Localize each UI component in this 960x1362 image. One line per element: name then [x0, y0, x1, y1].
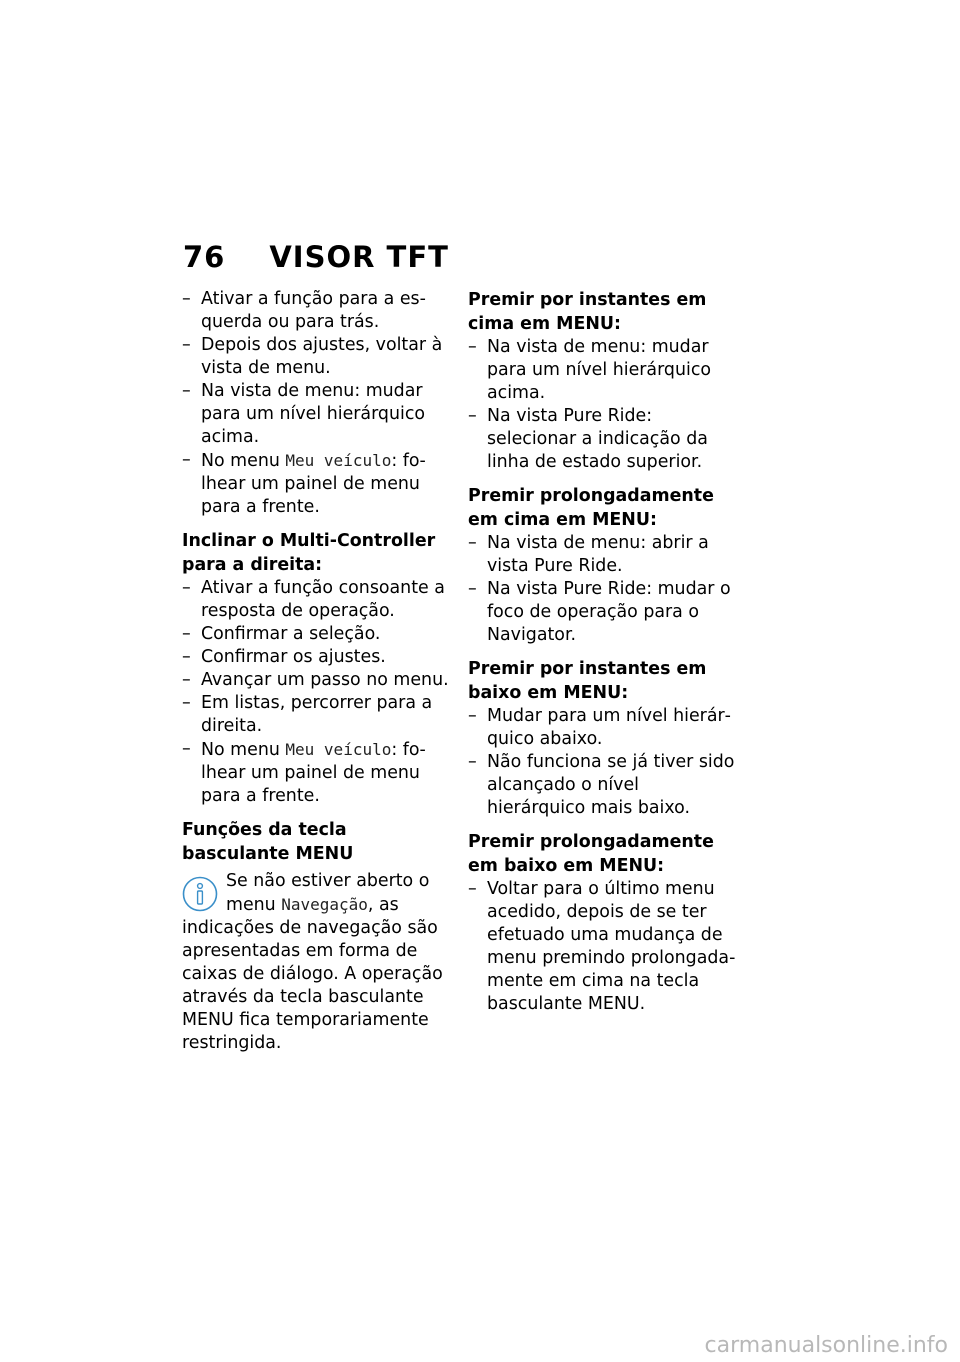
list-right-2 — [468, 532, 740, 647]
list-item — [182, 449, 452, 519]
list-item: – Confirmar a seleção. — [182, 623, 452, 646]
list-item: – Na vista Pure Ride: selecionar a indicação da linha de estado superior. — [468, 405, 740, 474]
section-heading: Premir prolongadamente em baixo em MENU: — [468, 832, 714, 876]
list-item — [182, 738, 452, 808]
list-item-text: : folhear um painel de menu para a frente. — [201, 740, 426, 806]
list-item: – Na vista de menu: mudar para um nível hierárquico acima. — [182, 380, 452, 449]
note-text: Se não estiver aberto o menu — [226, 871, 430, 915]
list-item: – Confirmar os ajustes. — [182, 646, 452, 669]
section-heading: Inclinar o Multi-Controller para a direita: — [182, 531, 436, 575]
menu-name: Navegação — [281, 895, 368, 914]
list-right-4 — [468, 878, 740, 1016]
list-item: – Avançar um passo no menu. — [182, 669, 452, 692]
menu-name: Meu veículo — [285, 740, 392, 759]
watermark: carmanualsonline.info — [704, 1333, 948, 1358]
list-item-text: No menu — [201, 740, 286, 760]
section-heading: Premir prolongadamente em cima em MENU: — [468, 486, 714, 530]
list-item: – Na vista de menu: mudar para um nível hierárquico acima. — [468, 336, 740, 405]
list-left-2 — [182, 577, 452, 808]
info-icon — [182, 876, 218, 912]
menu-name: Meu veículo — [285, 451, 392, 470]
page-title: VISOR TFT — [269, 240, 449, 274]
page-header — [183, 240, 449, 274]
list-item: – Depois dos ajustes, voltar à vista de menu. — [182, 334, 452, 380]
list-item-text: : folhear um painel de menu para a frente. — [201, 451, 426, 517]
right-column — [468, 288, 740, 1016]
list-right-1 — [468, 336, 740, 474]
list-item-text: No menu — [201, 451, 286, 471]
list-item: – Ativar a função para a esquerda ou para trás. — [182, 288, 452, 334]
list-item: – Mudar para um nível hierárquico abaixo. — [468, 705, 740, 751]
list-item: – Voltar para o último menu acedido, depois de se ter efetuado uma mudança de menu premindo prolongadamente em cima na tecla basculante MENU. — [468, 878, 740, 1016]
list-item: – Ativar a função consoante a resposta de operação. — [182, 577, 452, 623]
page-number: 76 — [183, 240, 226, 274]
left-column — [182, 288, 452, 1055]
info-note — [182, 870, 452, 1055]
list-item: – Na vista de menu: abrir a vista Pure Ride. — [468, 532, 740, 578]
list-item: – Na vista Pure Ride: mudar o foco de operação para o Navigator. — [468, 578, 740, 647]
list-left-1 — [182, 288, 452, 519]
note-text: , as indicações de navegação são apresentadas em forma de caixas de diálogo. A operação através da tecla basculante MENU fica temporariamente restringida. — [182, 895, 443, 1053]
section-heading: Premir por instantes em baixo em MENU: — [468, 659, 707, 703]
list-item: – Não funciona se já tiver sido alcançado o nível hierárquico mais baixo. — [468, 751, 740, 820]
list-item: – Em listas, percorrer para a direita. — [182, 692, 452, 738]
section-heading: Premir por instantes em cima em MENU: — [468, 290, 707, 334]
section-heading: Funções da tecla basculante MENU — [182, 820, 354, 864]
list-right-3 — [468, 705, 740, 820]
